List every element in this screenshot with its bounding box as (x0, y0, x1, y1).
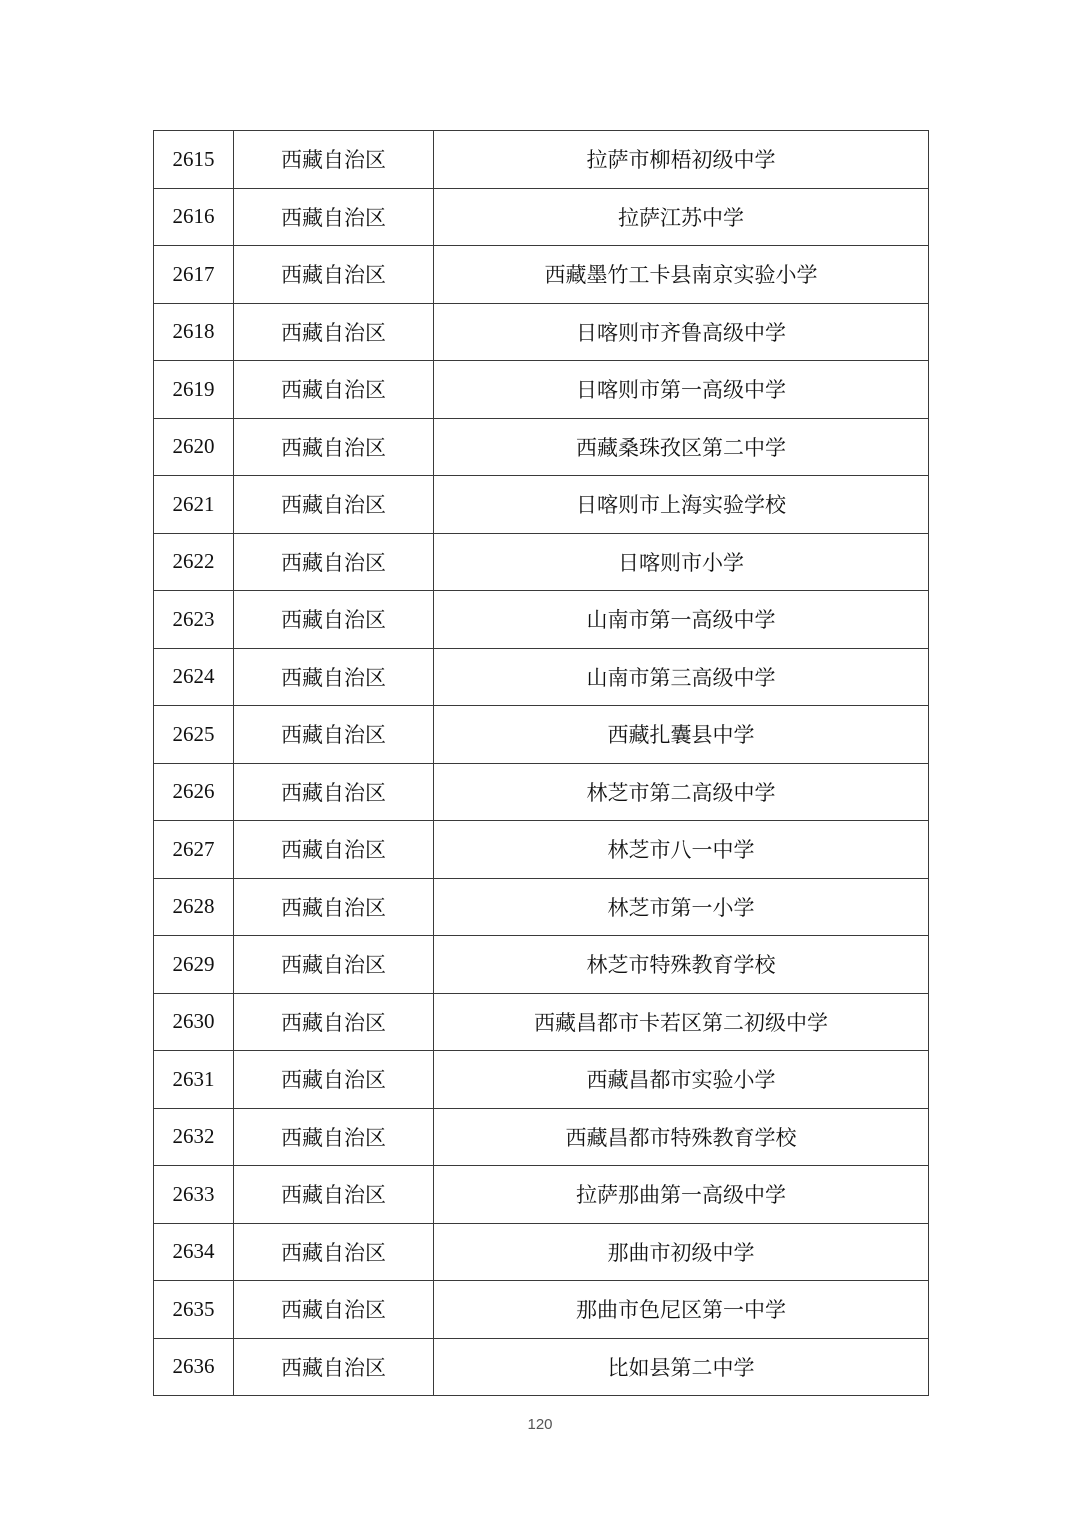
row-number: 2622 (154, 533, 234, 591)
row-region: 西藏自治区 (234, 418, 434, 476)
table-row (154, 303, 929, 361)
row-school: 那曲市初级中学 (434, 1223, 929, 1281)
row-school: 西藏昌都市实验小学 (434, 1051, 929, 1109)
row-region: 西藏自治区 (234, 131, 434, 189)
row-number: 2618 (154, 303, 234, 361)
row-school: 日喀则市上海实验学校 (434, 476, 929, 534)
row-region: 西藏自治区 (234, 648, 434, 706)
row-region: 西藏自治区 (234, 821, 434, 879)
table-row (154, 1281, 929, 1339)
row-school: 日喀则市第一高级中学 (434, 361, 929, 419)
row-number: 2625 (154, 706, 234, 764)
row-number: 2623 (154, 591, 234, 649)
row-region: 西藏自治区 (234, 1223, 434, 1281)
table-row (154, 821, 929, 879)
row-number: 2631 (154, 1051, 234, 1109)
row-school: 拉萨市柳梧初级中学 (434, 131, 929, 189)
table-row (154, 1223, 929, 1281)
row-region: 西藏自治区 (234, 763, 434, 821)
row-region: 西藏自治区 (234, 533, 434, 591)
row-region: 西藏自治区 (234, 476, 434, 534)
row-region: 西藏自治区 (234, 1166, 434, 1224)
row-region: 西藏自治区 (234, 303, 434, 361)
table-body (154, 131, 929, 1396)
row-region: 西藏自治区 (234, 591, 434, 649)
row-number: 2621 (154, 476, 234, 534)
row-school: 比如县第二中学 (434, 1338, 929, 1396)
row-school: 山南市第三高级中学 (434, 648, 929, 706)
row-number: 2632 (154, 1108, 234, 1166)
table-row (154, 131, 929, 189)
row-number: 2627 (154, 821, 234, 879)
row-school: 拉萨那曲第一高级中学 (434, 1166, 929, 1224)
table-row (154, 476, 929, 534)
table-row (154, 1051, 929, 1109)
row-region: 西藏自治区 (234, 878, 434, 936)
row-region: 西藏自治区 (234, 936, 434, 994)
table-row (154, 188, 929, 246)
school-table-container (153, 130, 928, 1396)
row-school: 林芝市八一中学 (434, 821, 929, 879)
table-row (154, 993, 929, 1051)
row-school: 西藏桑珠孜区第二中学 (434, 418, 929, 476)
row-region: 西藏自治区 (234, 1281, 434, 1339)
row-school: 林芝市特殊教育学校 (434, 936, 929, 994)
row-school: 日喀则市齐鲁高级中学 (434, 303, 929, 361)
row-region: 西藏自治区 (234, 1108, 434, 1166)
row-number: 2619 (154, 361, 234, 419)
row-number: 2626 (154, 763, 234, 821)
row-school: 西藏扎囊县中学 (434, 706, 929, 764)
table-row (154, 246, 929, 304)
row-region: 西藏自治区 (234, 1338, 434, 1396)
row-region: 西藏自治区 (234, 361, 434, 419)
row-school: 西藏昌都市特殊教育学校 (434, 1108, 929, 1166)
row-number: 2635 (154, 1281, 234, 1339)
row-school: 林芝市第二高级中学 (434, 763, 929, 821)
table-row (154, 1166, 929, 1224)
row-number: 2633 (154, 1166, 234, 1224)
table-row (154, 533, 929, 591)
row-number: 2628 (154, 878, 234, 936)
row-school: 拉萨江苏中学 (434, 188, 929, 246)
table-row (154, 648, 929, 706)
table-row (154, 1108, 929, 1166)
row-number: 2620 (154, 418, 234, 476)
row-number: 2636 (154, 1338, 234, 1396)
row-school: 山南市第一高级中学 (434, 591, 929, 649)
row-school: 西藏墨竹工卡县南京实验小学 (434, 246, 929, 304)
row-region: 西藏自治区 (234, 246, 434, 304)
row-school: 西藏昌都市卡若区第二初级中学 (434, 993, 929, 1051)
table-row (154, 763, 929, 821)
page-number: 120 (527, 1416, 553, 1433)
table-row (154, 361, 929, 419)
table-row (154, 706, 929, 764)
table-row (154, 878, 929, 936)
row-region: 西藏自治区 (234, 706, 434, 764)
row-number: 2615 (154, 131, 234, 189)
school-table (153, 130, 929, 1396)
table-row (154, 936, 929, 994)
row-number: 2617 (154, 246, 234, 304)
row-school: 林芝市第一小学 (434, 878, 929, 936)
row-school: 日喀则市小学 (434, 533, 929, 591)
row-number: 2624 (154, 648, 234, 706)
row-region: 西藏自治区 (234, 1051, 434, 1109)
row-region: 西藏自治区 (234, 993, 434, 1051)
table-row (154, 1338, 929, 1396)
row-region: 西藏自治区 (234, 188, 434, 246)
row-number: 2616 (154, 188, 234, 246)
row-school: 那曲市色尼区第一中学 (434, 1281, 929, 1339)
row-number: 2629 (154, 936, 234, 994)
row-number: 2630 (154, 993, 234, 1051)
table-row (154, 591, 929, 649)
row-number: 2634 (154, 1223, 234, 1281)
table-row (154, 418, 929, 476)
